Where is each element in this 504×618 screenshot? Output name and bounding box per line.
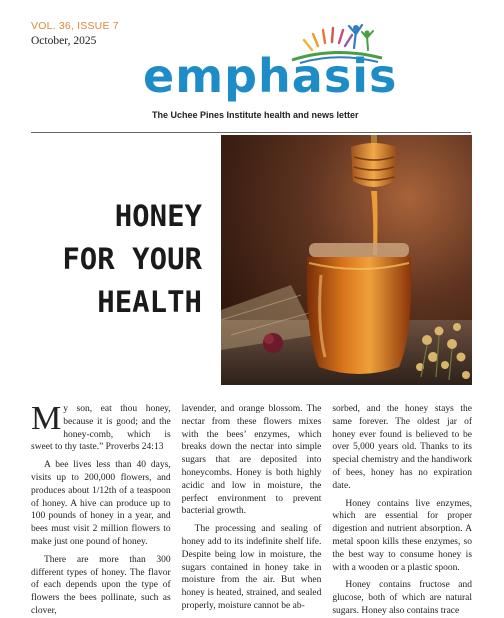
article-paragraph: sorbed, and the honey stays the same forever. The oldest jar of honey ever found is believed to be over 5,000 years old. Thanks to its special chemistry and the handiwork of bees, honey has no expiration date. bbox=[332, 404, 473, 491]
article-paragraph: There are more than 300 different types of honey. The flavor of each depends upon the type of flowers the bees pollinate, such as clover, bbox=[31, 554, 171, 616]
article-column-2 bbox=[181, 403, 322, 611]
newsletter-tagline: The Uchee Pines Institute health and news letter bbox=[152, 110, 359, 120]
article-paragraph-text: y son, eat thou honey, because it is good; and the honey-comb, which is sweet to thy taste.” Proverbs 24:13 bbox=[31, 404, 171, 453]
article-paragraph: The processing and sealing of honey add to its indefinite shelf life. Despite being low in moisture, the sugars contained in honey take in moisture from the air. But when honey is heated, strained, and sealed properly, moisture cannot be ab- bbox=[181, 524, 322, 611]
article-paragraph: lavender, and orange blossom. The nectar from these flowers mixes with the bees’ enzymes, which breaks down the nectar into simple sugars that are deposited into honeycombs. Honey is both highly acidic and low in moisture, the perfect environment to prevent bacterial growth. bbox=[181, 404, 322, 517]
article-column-3 bbox=[332, 403, 473, 616]
article-column-1 bbox=[31, 400, 171, 616]
newsletter-brand: emphasis bbox=[143, 49, 398, 103]
masthead-divider bbox=[31, 132, 471, 133]
drop-cap: M bbox=[31, 400, 62, 437]
issue-number: VOL. 36, ISSUE 7 bbox=[31, 20, 119, 32]
article-paragraph: Honey contains live enzymes, which are essential for proper digestion and nutrient absorption. A metal spoon kills these enzymes, so the best way to consume honey is with a wooden or a plastic spoon. bbox=[332, 498, 473, 573]
headline-line: HEALTH bbox=[97, 285, 202, 319]
issue-date: October, 2025 bbox=[31, 35, 97, 47]
headline-line: FOR YOUR bbox=[62, 242, 202, 276]
article-paragraph: Honey contains fructose and glucose, both of which are natural sugars. Honey also contains trace bbox=[332, 580, 473, 616]
headline-line: HONEY bbox=[114, 199, 202, 233]
honey-jar-photo bbox=[221, 135, 472, 385]
article-paragraph bbox=[31, 400, 171, 454]
article-paragraph: A bee lives less than 40 days, visits up to 200,000 flowers, and produces about 1/12th of a teaspoon of honey. A hive can produce up to 100 pounds of honey in a year, and bees must visit 2 million flowers to make just one pound of honey. bbox=[31, 460, 171, 547]
article-headline bbox=[42, 195, 202, 324]
article-body bbox=[31, 400, 473, 616]
